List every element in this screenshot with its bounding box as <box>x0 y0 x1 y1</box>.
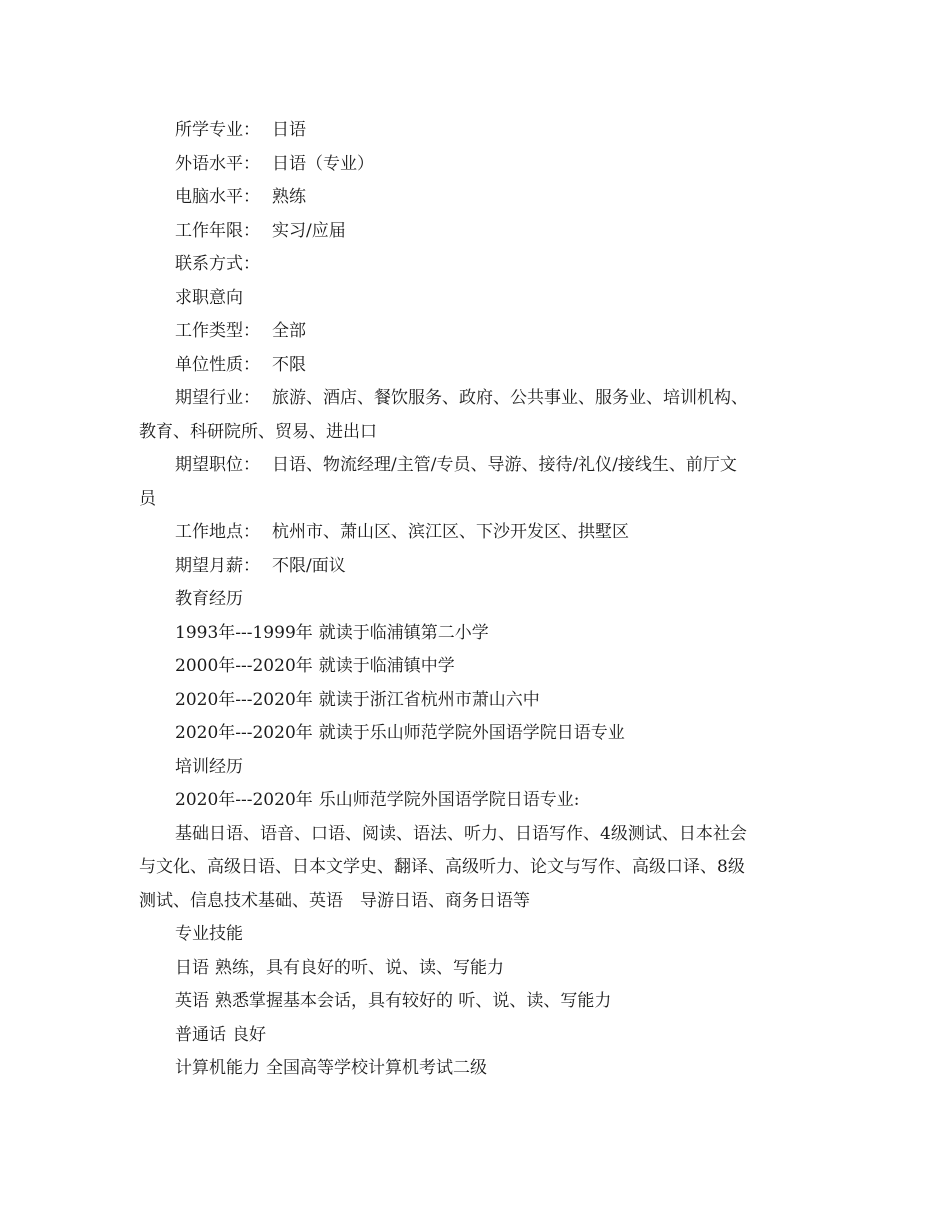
training-heading: 培训经历 <box>175 756 243 777</box>
job-type-value: 全部 <box>272 321 306 341</box>
skill-item <box>139 985 819 1019</box>
skill-name: 日语 <box>175 957 209 978</box>
major-value: 日语 <box>272 120 306 140</box>
intention-heading: 求职意向 <box>175 287 243 308</box>
education-item <box>139 684 819 718</box>
education-item <box>139 650 819 684</box>
computer-value: 熟练 <box>272 187 306 207</box>
industry-label: 期望行业： <box>175 388 260 408</box>
training-item <box>139 784 819 818</box>
major-label: 所学专业： <box>175 120 260 140</box>
years-row <box>139 215 819 249</box>
education-period: 2000年---2020年 <box>175 656 313 676</box>
language-label: 外语水平： <box>175 153 260 174</box>
resume-content <box>139 114 819 1086</box>
company-type-value: 不限 <box>272 354 306 375</box>
skill-desc: 良好 <box>232 1024 266 1045</box>
skill-name: 英语 <box>175 991 209 1011</box>
skill-desc: 熟悉掌握基本会话，具有较好的 听、说、读、写能力 <box>215 991 612 1011</box>
contact-row <box>139 248 819 282</box>
education-period: 1993年---1999年 <box>175 622 313 643</box>
education-desc: 就读于临浦镇中学 <box>318 656 455 676</box>
computer-label: 电脑水平： <box>175 187 260 207</box>
training-period: 2020年---2020年 <box>175 790 313 810</box>
company-type-row <box>139 349 819 383</box>
position-row-cont: 员 <box>139 488 156 509</box>
position-label: 期望职位： <box>175 455 260 475</box>
education-period: 2020年---2020年 <box>175 723 313 743</box>
industry-row-cont: 教育、科研院所、贸易、进出口 <box>139 421 377 442</box>
job-type-row <box>139 315 819 349</box>
education-desc: 就读于临浦镇第二小学 <box>318 622 489 643</box>
language-value: 日语（专业） <box>272 153 374 174</box>
training-courses-cont: 测试、信息技术基础、英语 导游日语、商务日语等 <box>139 890 530 911</box>
education-period: 2020年---2020年 <box>175 689 313 710</box>
position-value: 日语、物流经理/主管/专员、导游、接待/礼仪/接线生、前厅文 <box>272 455 737 475</box>
computer-row <box>139 181 819 215</box>
training-desc: 乐山师范学院外国语学院日语专业: <box>318 790 580 810</box>
training-courses-cont: 与文化、高级日语、日本文学史、翻译、高级听力、论文与写作、高级口译、8级 <box>139 857 745 877</box>
position-row <box>139 449 819 483</box>
skill-item <box>139 952 819 986</box>
location-label: 工作地点： <box>175 522 260 542</box>
major-row <box>139 114 819 148</box>
company-type-label: 单位性质： <box>175 354 260 375</box>
salary-row <box>139 550 819 584</box>
skill-desc: 熟练，具有良好的听、说、读、写能力 <box>215 957 504 978</box>
contact-label: 联系方式： <box>175 254 260 274</box>
education-heading: 教育经历 <box>175 589 243 609</box>
education-item <box>139 617 819 651</box>
education-item <box>139 717 819 751</box>
skill-item <box>139 1052 819 1086</box>
industry-value: 旅游、酒店、餐饮服务、政府、公共事业、服务业、培训机构、 <box>272 388 748 408</box>
industry-row <box>139 382 819 416</box>
years-label: 工作年限： <box>175 220 260 241</box>
skill-desc: 全国高等学校计算机考试二级 <box>266 1058 487 1078</box>
language-row <box>139 148 819 182</box>
location-value: 杭州市、萧山区、滨江区、下沙开发区、拱墅区 <box>272 522 629 542</box>
years-value: 实习/应届 <box>272 220 346 241</box>
training-courses: 基础日语、语音、口语、阅读、语法、听力、日语写作、4级测试、日本社会 <box>175 823 747 844</box>
skill-name: 计算机能力 <box>175 1058 260 1078</box>
education-desc: 就读于浙江省杭州市萧山六中 <box>318 689 540 710</box>
skills-heading: 专业技能 <box>175 924 243 944</box>
skill-item <box>139 1019 819 1053</box>
job-type-label: 工作类型： <box>175 321 260 341</box>
education-desc: 就读于乐山师范学院外国语学院日语专业 <box>318 723 625 743</box>
skill-name: 普通话 <box>175 1024 226 1045</box>
salary-label: 期望月薪： <box>175 555 260 576</box>
salary-value: 不限/面议 <box>272 555 346 576</box>
location-row <box>139 516 819 550</box>
